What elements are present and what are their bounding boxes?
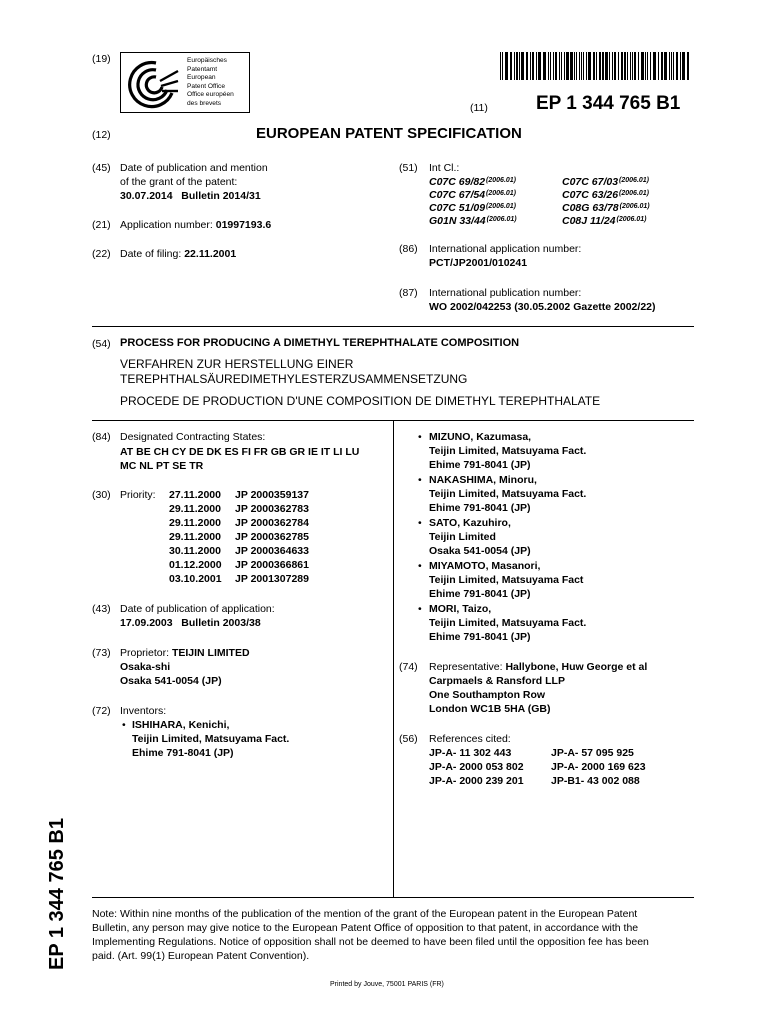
barcode-bar (514, 52, 515, 80)
priority-ref: JP 2000366861 (235, 559, 309, 571)
inventor-address: Ehime 791-8041 (JP) (429, 631, 531, 643)
barcode-bar (593, 52, 595, 80)
int-cl-version: (2006.01) (619, 203, 650, 210)
note-line-2: Bulletin, any person may give notice to the European Patent Office of opposition to that patent, in accordance with the (92, 922, 639, 934)
divider-top (92, 326, 694, 327)
barcode-bar (687, 52, 689, 80)
inventor-address: Osaka 541-0054 (JP) (429, 545, 531, 557)
epo-emblem-icon (126, 57, 180, 109)
inventor-company: Teijin Limited, Matsuyama Fact. (429, 445, 587, 457)
int-cl-code-text: C08J 11/24 (562, 215, 616, 227)
inventor-company: Teijin Limited, Matsuyama Fact. (429, 488, 587, 500)
barcode (500, 52, 692, 80)
grant-publication-date: 30.07.2014 Bulletin 2014/31 (120, 190, 261, 202)
reference: JP-A- 2000 169 623 (551, 761, 646, 773)
bullet-icon: • (122, 719, 126, 731)
title-german-2: TEREPHTHALSÄUREDIMETHYLESTERZUSAMMENSETZUNG (120, 372, 468, 386)
priority-ref: JP 2000362784 (235, 517, 309, 529)
inventor-address: Ehime 791-8041 (JP) (429, 459, 531, 471)
application-number: 01997193.6 (215, 219, 272, 231)
printer-footer: Printed by Jouve, 75001 PARIS (FR) (330, 981, 444, 988)
priority-date: 29.11.2000 (169, 531, 221, 543)
barcode-bar (664, 52, 667, 80)
barcode-bar (661, 52, 663, 80)
barcode-bar (502, 52, 503, 80)
barcode-bar (566, 52, 569, 80)
contracting-states-2: MC NL PT SE TR (120, 460, 204, 472)
barcode-bar (588, 52, 591, 80)
barcode-bar (609, 52, 610, 80)
filing-date-row (120, 247, 236, 261)
barcode-bar (682, 52, 685, 80)
publication-number: EP 1 344 765 B1 (536, 93, 681, 114)
barcode-bar (618, 52, 619, 80)
inventor-company: Teijin Limited, Matsuyama Fact. (429, 617, 587, 629)
barcode-bar (630, 52, 631, 80)
field-84-number: (84) (92, 431, 111, 443)
field-19-number: (19) (92, 53, 111, 65)
int-cl-version: (2006.01) (616, 216, 647, 223)
representative-label: Representative: (429, 661, 503, 673)
barcode-bar (638, 52, 639, 80)
note-line-4: paid. (Art. 99(1) European Patent Convention). (92, 950, 310, 962)
barcode-bar (624, 52, 626, 80)
priority-date: 03.10.2001 (169, 573, 222, 585)
int-cl-code-text: C07C 63/26 (562, 189, 619, 201)
note-line-1: Note: Within nine months of the publication of the mention of the grant of the European patent in the European Patent (92, 908, 638, 920)
priority-date: 30.11.2000 (169, 545, 221, 557)
representative-street: One Southampton Row (429, 689, 546, 701)
inventor-company: Teijin Limited (429, 531, 496, 543)
inventor-address: Ehime 791-8041 (JP) (429, 588, 531, 600)
barcode-bar (536, 52, 537, 80)
barcode-bar (605, 52, 608, 80)
int-cl-version: (2006.01) (486, 177, 517, 184)
proprietor-row (120, 646, 250, 660)
priority-date: 29.11.2000 (169, 517, 221, 529)
field-21-number: (21) (92, 219, 111, 231)
representative-name: Hallybone, Huw George et al (505, 661, 648, 673)
intl-publication-number: WO 2002/042253 (30.05.2002 Gazette 2002/22) (429, 301, 656, 313)
priority-ref: JP 2000359137 (235, 489, 309, 501)
barcode-bar (596, 52, 597, 80)
barcode-bar (653, 52, 656, 80)
barcode-bar (583, 52, 584, 80)
priority-ref: JP 2000362783 (235, 503, 309, 515)
barcode-bar (570, 52, 573, 80)
priority-ref: JP 2000362785 (235, 531, 309, 543)
barcode-bar (530, 52, 531, 80)
logo-line-en-1: European (187, 74, 216, 82)
logo-line-de-1: Europäisches (187, 57, 227, 64)
priority-date: 01.12.2000 (169, 559, 222, 571)
filing-date-label: Date of filing: (120, 248, 182, 260)
int-cl-code-text: G01N 33/44 (429, 215, 486, 227)
int-cl-code (562, 213, 646, 228)
field-45-number: (45) (92, 162, 111, 174)
barcode-bar (647, 52, 648, 80)
barcode-bar (645, 52, 646, 80)
barcode-bar (634, 52, 636, 80)
reference: JP-A- 2000 239 201 (429, 775, 524, 787)
note-line-3: Implementing Regulations. Notice of opposition shall not be deemed to have been filed until the opposition fee has been (92, 936, 649, 948)
barcode-bar (532, 52, 534, 80)
inventor-name: NAKASHIMA, Minoru, (429, 474, 537, 486)
int-cl-version: (2006.01) (619, 190, 650, 197)
field-51-number: (51) (399, 162, 418, 174)
field-45-label-1: Date of publication and mention (120, 162, 268, 174)
barcode-bar (516, 52, 518, 80)
logo-line-fr-1: Office européen (187, 91, 234, 99)
bullet-icon: • (418, 603, 422, 615)
barcode-bar (581, 52, 582, 80)
proprietor-name: TEIJIN LIMITED (171, 647, 250, 659)
logo-line-en-2: Patent Office (187, 82, 225, 90)
barcode-bar (550, 52, 551, 80)
priority-date: 27.11.2000 (169, 489, 221, 501)
int-cl-version: (2006.01) (486, 216, 517, 223)
bullet-icon: • (418, 517, 422, 529)
proprietor-address-1: Osaka-shi (120, 661, 171, 673)
barcode-bar (612, 52, 613, 80)
field-12-number: (12) (92, 129, 111, 141)
priority-label: Priority: (120, 489, 156, 501)
inventors-label: Inventors: (120, 705, 167, 717)
reference: JP-B1- 43 002 088 (551, 775, 640, 787)
barcode-bar (602, 52, 604, 80)
intl-publication-label: International publication number: (429, 287, 582, 299)
title-german-1: VERFAHREN ZUR HERSTELLUNG EINER (120, 357, 354, 371)
column-divider (393, 421, 394, 898)
barcode-bar (538, 52, 541, 80)
barcode-bar (671, 52, 672, 80)
barcode-bar (564, 52, 565, 80)
title-french: PROCEDE DE PRODUCTION D'UNE COMPOSITION DE DIMETHYL TEREPHTHALATE (120, 394, 601, 408)
logo-line-fr-2: des brevets (187, 99, 222, 107)
inventor-name: SATO, Kazuhiro, (429, 517, 511, 529)
field-30-number: (30) (92, 489, 111, 501)
application-number-label: Application number: (120, 219, 213, 231)
field-11-number: (11) (470, 102, 488, 114)
bullet-icon: • (418, 560, 422, 572)
int-cl-code (429, 213, 517, 228)
barcode-bar (614, 52, 616, 80)
int-cl-code-text: C08G 63/78 (562, 202, 619, 214)
inventor-company: Teijin Limited, Matsuyama Fact (429, 574, 584, 586)
int-cl-code-text: C07C 69/82 (429, 176, 486, 188)
barcode-bar (673, 52, 674, 80)
epo-logo (120, 52, 250, 113)
field-56-number: (56) (399, 733, 418, 745)
divider-bottom (92, 897, 694, 898)
field-74-number: (74) (399, 661, 418, 673)
priority-ref: JP 2001307289 (235, 573, 309, 585)
field-45-label-2: of the grant of the patent: (120, 176, 238, 188)
int-cl-version: (2006.01) (486, 203, 517, 210)
barcode-bar (599, 52, 601, 80)
reference: JP-A- 11 302 443 (429, 747, 512, 759)
int-cl-code-text: C07C 67/03 (562, 176, 619, 188)
inventor-name: ISHIHARA, Kenichi, (132, 719, 230, 731)
field-43-number: (43) (92, 603, 111, 615)
barcode-bar (621, 52, 623, 80)
representative-row (429, 660, 647, 674)
barcode-bar (576, 52, 577, 80)
int-cl-version: (2006.01) (619, 177, 650, 184)
barcode-bar (574, 52, 575, 80)
application-publication-label: Date of publication of application: (120, 603, 275, 615)
barcode-bar (680, 52, 681, 80)
bullet-icon: • (418, 431, 422, 443)
barcode-bar (632, 52, 633, 80)
barcode-bar (543, 52, 546, 80)
barcode-bar (553, 52, 554, 80)
int-cl-label: Int Cl.: (429, 162, 460, 174)
document-title: EUROPEAN PATENT SPECIFICATION (256, 125, 522, 142)
side-publication-number: EP 1 344 765 B1 (46, 818, 68, 970)
int-cl-version: (2006.01) (486, 190, 517, 197)
reference: JP-A- 57 095 925 (551, 747, 634, 759)
barcode-bar (641, 52, 644, 80)
reference: JP-A- 2000 053 802 (429, 761, 524, 773)
barcode-bar (526, 52, 528, 80)
int-cl-code-text: C07C 51/09 (429, 202, 486, 214)
barcode-bar (658, 52, 659, 80)
representative-firm: Carpmaels & Ransford LLP (429, 675, 565, 687)
barcode-bar (500, 52, 501, 80)
barcode-bar (555, 52, 557, 80)
bullet-icon: • (418, 474, 422, 486)
priority-date: 29.11.2000 (169, 503, 221, 515)
intl-application-number: PCT/JP2001/010241 (429, 257, 528, 269)
barcode-bar (650, 52, 651, 80)
barcode-bar (510, 52, 512, 80)
inventor-name: MIYAMOTO, Masanori, (429, 560, 541, 572)
barcode-bar (627, 52, 628, 80)
contracting-states-1: AT BE CH CY DE DK ES FI FR GB GR IE IT LI LU (120, 446, 360, 458)
barcode-bar (669, 52, 670, 80)
inventor-name: MORI, Taizo, (429, 603, 492, 615)
field-73-number: (73) (92, 647, 111, 659)
filing-date: 22.11.2001 (184, 248, 237, 260)
inventor-company: Teijin Limited, Matsuyama Fact. (132, 733, 290, 745)
representative-city: London WC1B 5HA (GB) (429, 703, 551, 715)
field-22-number: (22) (92, 248, 111, 260)
application-publication-date: 17.09.2003 Bulletin 2003/38 (120, 617, 261, 629)
barcode-bar (676, 52, 678, 80)
field-86-number: (86) (399, 243, 418, 255)
inventor-address: Ehime 791-8041 (JP) (132, 747, 234, 759)
field-72-number: (72) (92, 705, 111, 717)
barcode-bar (548, 52, 549, 80)
title-english: PROCESS FOR PRODUCING A DIMETHYL TEREPHTHALATE COMPOSITION (120, 337, 520, 349)
contracting-states-label: Designated Contracting States: (120, 431, 266, 443)
field-54-number: (54) (92, 338, 111, 350)
barcode-bar (519, 52, 520, 80)
inventor-address: Ehime 791-8041 (JP) (429, 502, 531, 514)
int-cl-code-text: C07C 67/54 (429, 189, 486, 201)
proprietor-address-2: Osaka 541-0054 (JP) (120, 675, 222, 687)
logo-line-de-2: Patentamt (187, 65, 218, 73)
barcode-bar (561, 52, 562, 80)
barcode-bar (505, 52, 508, 80)
field-87-number: (87) (399, 287, 418, 299)
inventor-name: MIZUNO, Kazumasa, (429, 431, 532, 443)
barcode-bar (521, 52, 524, 80)
application-number-row (120, 218, 271, 232)
barcode-bar (579, 52, 580, 80)
proprietor-label: Proprietor: (120, 647, 170, 659)
barcode-bar (586, 52, 587, 80)
references-label: References cited: (429, 733, 511, 745)
priority-ref: JP 2000364633 (235, 545, 309, 557)
barcode-bar (559, 52, 560, 80)
intl-application-label: International application number: (429, 243, 582, 255)
